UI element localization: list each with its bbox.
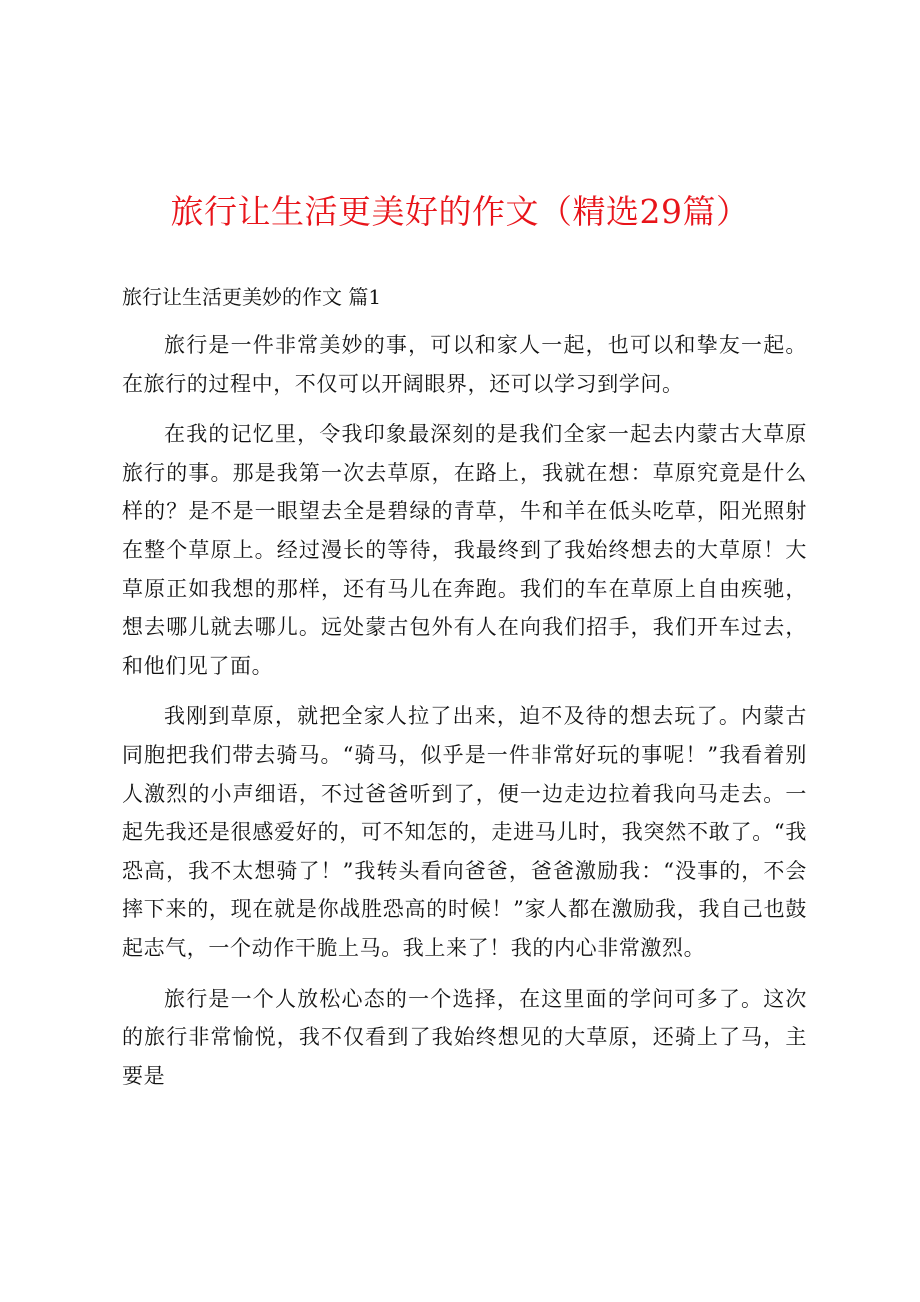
paragraph-1: 旅行是一件非常美妙的事，可以和家人一起，也可以和挚友一起。在旅行的过程中，不仅可以开阔眼界，还可以学习到学问。 — [122, 333, 807, 396]
essay-body — [122, 326, 807, 1107]
paragraph-3: 我刚到草原，就把全家人拉了出来，迫不及待的想去玩了。内蒙古同胞把我们带去骑马。“骑马，似乎是一件非常好玩的事呢！”我看着别人激烈的小声细语，不过爸爸听到了，便一边走边拉着我向马走去。一起先我还是很感爱好的，可不知怎的，走进马儿时，我突然不敢了。“我恐高，我不太想骑了！”我转头看向爸爸，爸爸激励我：“没事的，不会摔下来的，现在就是你战胜恐高的时候！”家人都在激励我，我自己也鼓起志气，一个动作干脆上马。我上来了！我的内心非常激烈。 — [122, 704, 807, 960]
paragraph-2: 在我的记忆里，令我印象最深刻的是我们全家一起去内蒙古大草原旅行的事。那是我第一次去草原，在路上，我就在想：草原究竟是什么样的？是不是一眼望去全是碧绿的青草，牛和羊在低头吃草，阳光照射在整个草原上。经过漫长的等待，我最终到了我始终想去的大草原！大草原正如我想的那样，还有马儿在奔跑。我们的车在草原上自由疾驰，想去哪儿就去哪儿。远处蒙古包外有人在向我们招手，我们开车过去，和他们见了面。 — [122, 422, 807, 678]
section-heading: 旅行让生活更美妙的作文 篇1 — [122, 285, 382, 309]
paragraph-4: 旅行是一个人放松心态的一个选择，在这里面的学问可多了。这次的旅行非常愉悦，我不仅看到了我始终想见的大草原，还骑上了马，主要是 — [122, 986, 807, 1088]
document-title: 旅行让生活更美好的作文（精选29篇） — [170, 192, 750, 231]
